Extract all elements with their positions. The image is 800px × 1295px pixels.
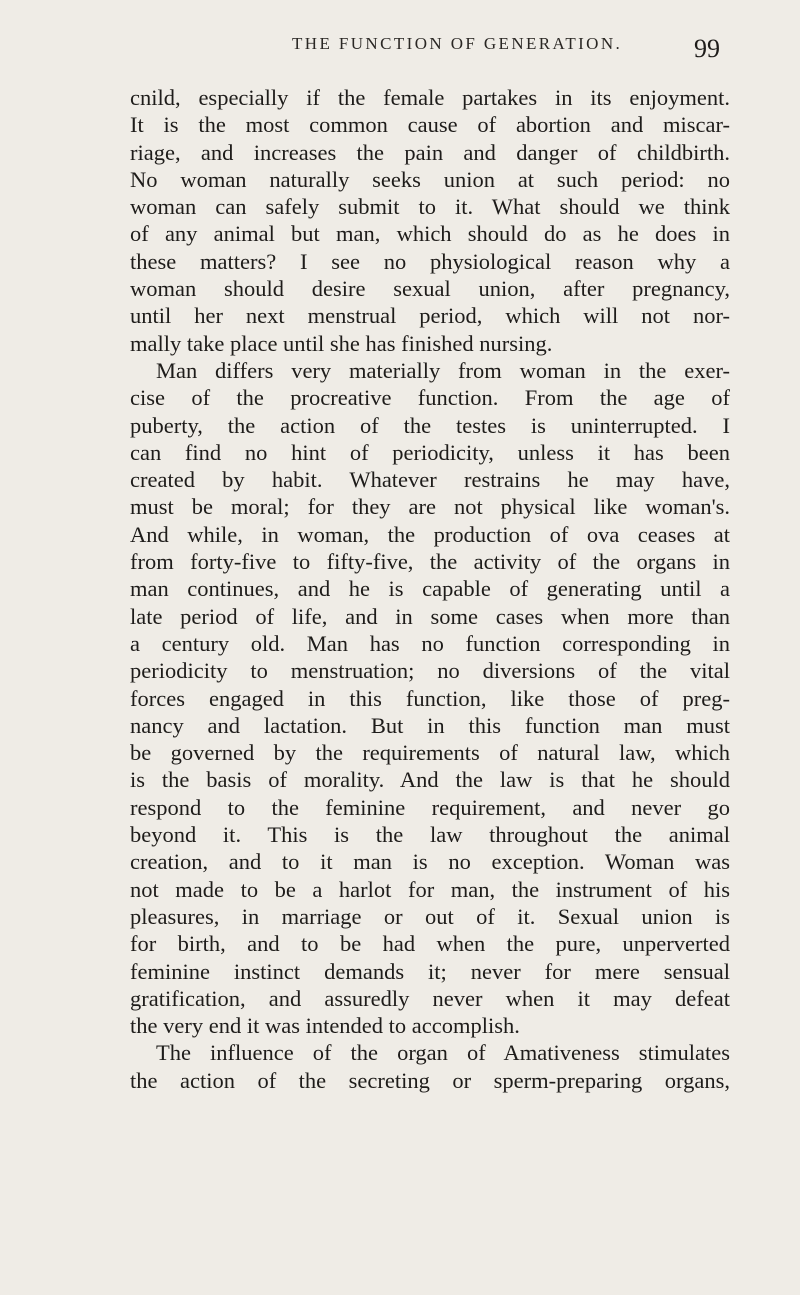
text-line: until her next menstrual period, which will not nor- <box>130 303 730 329</box>
text-line: the very end it was intended to accomplish. <box>130 1013 520 1039</box>
text-line: woman should desire sexual union, after pregnancy, <box>130 276 730 302</box>
text-line: puberty, the action of the testes is uninterrupted. I <box>130 412 730 438</box>
text-line: And while, in woman, the production of ova ceases at <box>130 521 730 547</box>
text-line: woman can safely submit to it. What should we think <box>130 194 730 220</box>
text-line: be governed by the requirements of natural law, which <box>130 740 730 766</box>
text-line: cnild, especially if the female partakes in its enjoyment. <box>130 85 730 110</box>
text-line: respond to the feminine requirement, and never go <box>130 794 730 820</box>
text-line: riage, and increases the pain and danger of childbirth. <box>130 139 730 165</box>
text-line: not made to be a harlot for man, the instrument of his <box>130 876 730 902</box>
text-line: these matters? I see no physiological reason why a <box>130 248 730 274</box>
text-line: is the basis of morality. And the law is that he should <box>130 767 730 793</box>
text-line: It is the most common cause of abortion and miscar- <box>130 112 730 138</box>
text-line: must be moral; for they are not physical like woman's. <box>130 494 730 520</box>
text-line: mally take place until she has finished nursing. <box>130 330 553 356</box>
paragraph-start-line: The influence of the organ of Amativeness stimulates <box>156 1040 730 1066</box>
text-line: of any animal but man, which should do as he does in <box>130 221 730 247</box>
body-text <box>130 84 730 1094</box>
text-line: feminine instinct demands it; never for mere sensual <box>130 958 730 984</box>
text-line: beyond it. This is the law throughout the animal <box>130 822 730 848</box>
text-line: can find no hint of periodicity, unless it has been <box>130 439 730 465</box>
text-line: periodicity to menstruation; no diversions of the vital <box>130 658 730 684</box>
text-line: No woman naturally seeks union at such period: no <box>130 166 730 192</box>
text-line: created by habit. Whatever restrains he may have, <box>130 467 730 493</box>
text-line: a century old. Man has no function corresponding in <box>130 630 730 656</box>
text-line: forces engaged in this function, like those of preg- <box>130 685 730 711</box>
running-head <box>0 0 800 80</box>
text-line: cise of the procreative function. From the age of <box>130 385 730 411</box>
text-line: for birth, and to be had when the pure, unperverted <box>130 931 730 957</box>
text-line: gratification, and assuredly never when it may defeat <box>130 985 730 1011</box>
page-number: 99 <box>694 34 720 63</box>
text-line: from forty-five to fifty-five, the activity of the organs in <box>130 549 730 575</box>
text-line: creation, and to it man is no exception. Woman was <box>130 849 730 875</box>
text-line: the action of the secreting or sperm-preparing organs, <box>130 1067 730 1093</box>
paragraph-start-line: Man differs very materially from woman in the exer- <box>156 357 730 383</box>
text-line: man continues, and he is capable of generating until a <box>130 576 730 602</box>
running-title: THE FUNCTION OF GENERATION. <box>292 34 623 53</box>
text-line: nancy and lactation. But in this function man must <box>130 712 730 738</box>
text-line: late period of life, and in some cases when more than <box>130 603 730 629</box>
text-line: pleasures, in marriage or out of it. Sexual union is <box>130 903 730 929</box>
